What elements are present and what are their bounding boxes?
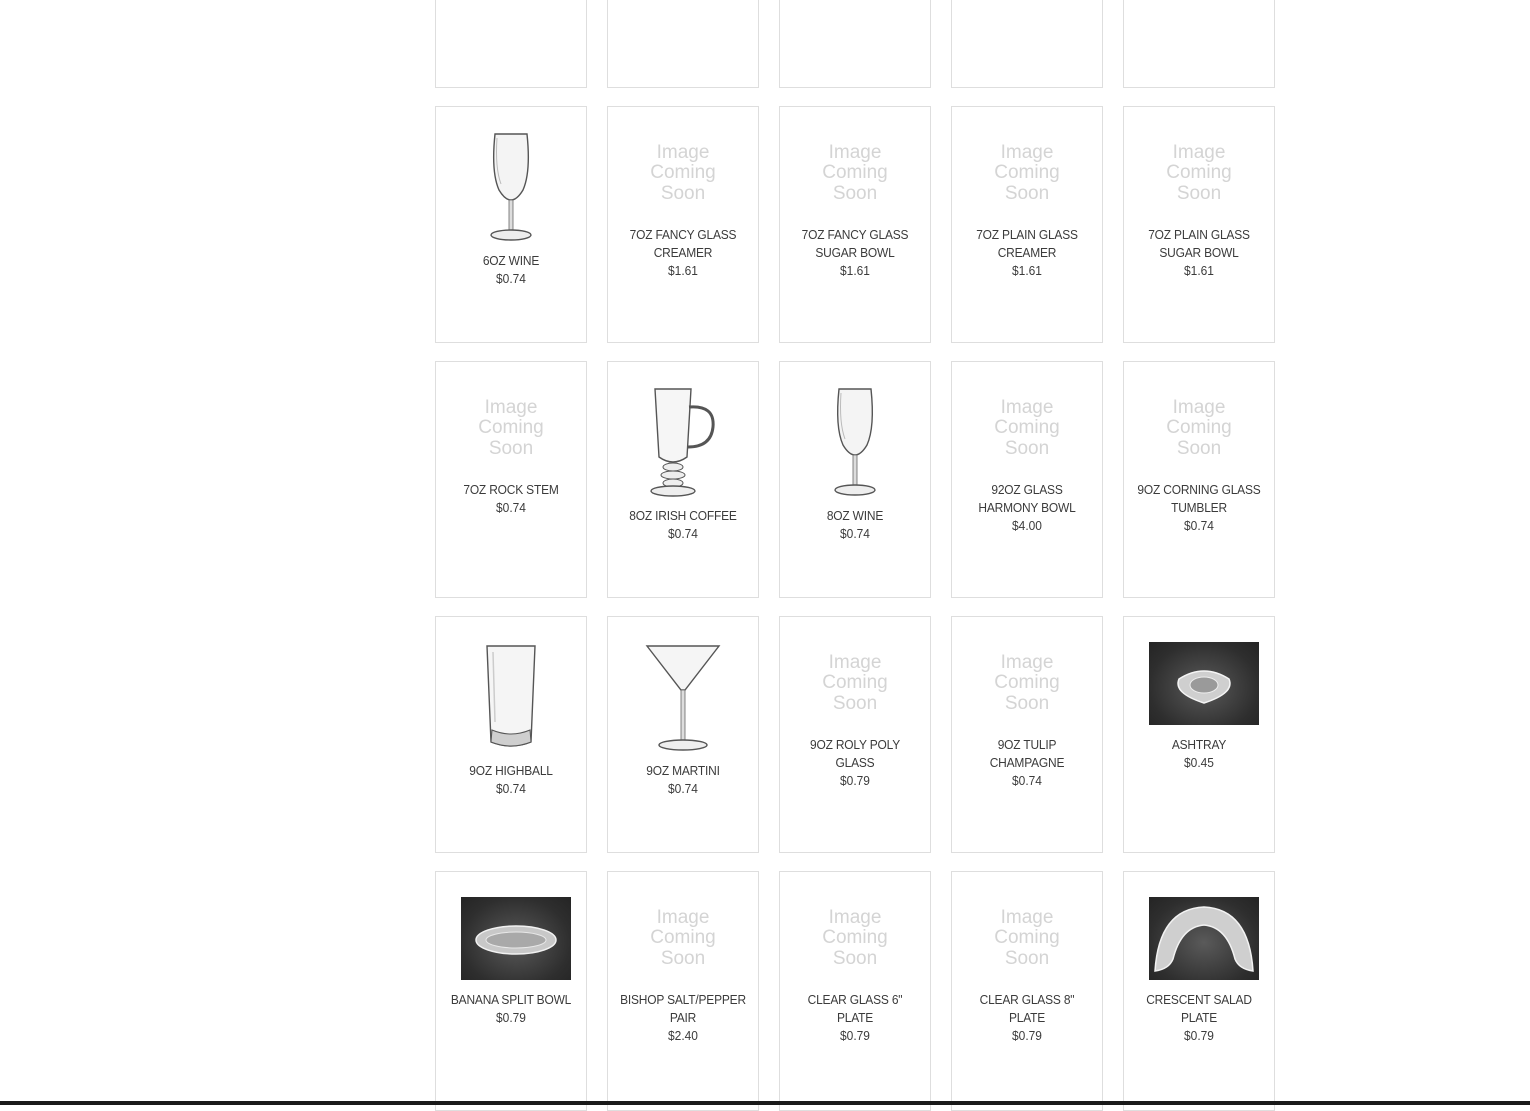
bottom-bar (0, 1101, 1530, 1105)
product-name[interactable]: CLEAR GLASS 8" PLATE (979, 992, 1075, 1025)
placeholder-text: Coming (478, 417, 544, 439)
product-price: $1.61 (1184, 263, 1214, 278)
product-name[interactable]: 9OZ ROLY POLY GLASS (809, 737, 900, 770)
image-placeholder[interactable] (1144, 132, 1254, 215)
placeholder-text: Image (1000, 651, 1054, 673)
placeholder-text: Soon (832, 182, 878, 204)
product-card[interactable] (435, 361, 587, 598)
placeholder-text: Soon (1004, 692, 1050, 714)
placeholder-text: Coming (822, 672, 888, 694)
placeholder-text: Coming (1166, 162, 1232, 184)
product-card[interactable] (951, 106, 1103, 343)
placeholder-text: Image (1172, 396, 1226, 418)
product-name[interactable]: 8OZ IRISH COFFEE (629, 508, 737, 523)
image-placeholder[interactable] (800, 642, 910, 725)
placeholder-text: Coming (650, 927, 716, 949)
product-name[interactable]: 8OZ WINE (826, 508, 884, 523)
ashtray-photo[interactable] (1149, 642, 1259, 725)
product-card[interactable] (607, 361, 759, 598)
product-card[interactable] (607, 616, 759, 853)
irish-coffee-glass-icon[interactable] (628, 387, 738, 497)
placeholder-text: Soon (660, 182, 706, 204)
crescent-plate-photo[interactable] (1149, 897, 1259, 980)
product-price: $0.74 (1012, 773, 1042, 788)
product-name[interactable]: 7OZ FANCY GLASS SUGAR BOWL (801, 227, 909, 260)
placeholder-text: Coming (994, 672, 1060, 694)
placeholder-text: Soon (832, 947, 878, 969)
product-card[interactable] (951, 616, 1103, 853)
placeholder-text: Image (1000, 906, 1054, 928)
product-price: $0.74 (668, 781, 698, 796)
product-price: $0.79 (496, 1010, 526, 1025)
product-card[interactable] (779, 616, 931, 853)
product-price: $0.79 (840, 773, 870, 788)
product-card[interactable] (951, 361, 1103, 598)
product-price: $0.79 (840, 1028, 870, 1043)
placeholder-text: Soon (1004, 182, 1050, 204)
product-card[interactable] (951, 871, 1103, 1111)
banana-split-bowl-photo[interactable] (461, 897, 571, 980)
placeholder-text: Image (656, 906, 710, 928)
placeholder-text: Soon (1004, 947, 1050, 969)
product-price: $1.61 (668, 263, 698, 278)
product-name[interactable]: 9OZ HIGHBALL (469, 763, 553, 778)
product-price: $1.61 (1012, 263, 1042, 278)
placeholder-text: Image (828, 906, 882, 928)
placeholder-text: Soon (1004, 437, 1050, 459)
placeholder-text: Coming (994, 162, 1060, 184)
image-placeholder[interactable] (972, 387, 1082, 470)
product-price: $1.61 (840, 263, 870, 278)
product-card[interactable] (779, 0, 931, 88)
product-card[interactable] (435, 871, 587, 1111)
product-card[interactable] (779, 361, 931, 598)
placeholder-text: Coming (994, 927, 1060, 949)
product-card[interactable] (951, 0, 1103, 88)
product-name[interactable]: 7OZ ROCK STEM (463, 482, 559, 497)
product-price: $0.74 (496, 781, 526, 796)
product-price: $4.00 (1012, 518, 1042, 533)
placeholder-text: Image (1172, 141, 1226, 163)
placeholder-text: Coming (994, 417, 1060, 439)
product-card[interactable] (1123, 106, 1275, 343)
image-placeholder[interactable] (972, 132, 1082, 215)
product-card[interactable] (779, 871, 931, 1111)
placeholder-text: Image (1000, 396, 1054, 418)
product-name[interactable]: 9OZ TULIP CHAMPAGNE (989, 737, 1065, 770)
image-placeholder[interactable] (628, 132, 738, 215)
product-name[interactable]: 92OZ GLASS HARMONY BOWL (978, 482, 1076, 515)
product-card[interactable] (435, 0, 587, 88)
product-card[interactable] (607, 106, 759, 343)
product-price: $2.40 (668, 1028, 698, 1043)
wine-glass-icon[interactable] (800, 387, 910, 497)
placeholder-text: Soon (660, 947, 706, 969)
product-price: $0.74 (496, 500, 526, 515)
product-name[interactable]: 9OZ CORNING GLASS TUMBLER (1137, 482, 1261, 515)
product-name[interactable]: ASHTRAY (1171, 737, 1227, 752)
image-placeholder[interactable] (972, 642, 1082, 725)
product-name[interactable]: 7OZ FANCY GLASS CREAMER (629, 227, 737, 260)
image-placeholder[interactable] (456, 387, 566, 470)
product-name[interactable]: 9OZ MARTINI (646, 763, 720, 778)
placeholder-text: Image (656, 141, 710, 163)
martini-glass-icon[interactable] (628, 642, 738, 752)
product-name[interactable]: BANANA SPLIT BOWL (450, 992, 572, 1007)
product-card[interactable] (435, 616, 587, 853)
placeholder-text: Image (828, 651, 882, 673)
product-name[interactable]: CLEAR GLASS 6" PLATE (807, 992, 903, 1025)
product-card[interactable] (435, 106, 587, 343)
product-name[interactable]: BISHOP SALT/PEPPER PAIR (620, 992, 746, 1025)
image-placeholder[interactable] (628, 897, 738, 980)
image-placeholder[interactable] (972, 897, 1082, 980)
placeholder-text: Soon (488, 437, 534, 459)
wine-glass-icon[interactable] (456, 132, 566, 242)
product-card[interactable] (1123, 361, 1275, 598)
product-card[interactable] (1123, 871, 1275, 1111)
product-name[interactable]: 7OZ PLAIN GLASS CREAMER (976, 227, 1078, 260)
product-name[interactable]: 6OZ WINE (482, 253, 540, 268)
placeholder-text: Coming (1166, 417, 1232, 439)
placeholder-text: Coming (822, 927, 888, 949)
image-placeholder[interactable] (1144, 387, 1254, 470)
product-card[interactable] (1123, 0, 1275, 88)
product-price: $0.79 (1012, 1028, 1042, 1043)
product-name[interactable]: 7OZ PLAIN GLASS SUGAR BOWL (1148, 227, 1250, 260)
highball-glass-icon[interactable] (456, 642, 566, 752)
product-price: $0.74 (840, 526, 870, 541)
product-card[interactable] (607, 0, 759, 88)
placeholder-text: Soon (1176, 182, 1222, 204)
placeholder-text: Soon (832, 692, 878, 714)
product-name[interactable]: CRESCENT SALAD PLATE (1146, 992, 1252, 1025)
product-card[interactable] (779, 106, 931, 343)
product-card[interactable] (607, 871, 759, 1111)
product-price: $0.74 (1184, 518, 1214, 533)
product-price: $0.74 (496, 271, 526, 286)
placeholder-text: Coming (650, 162, 716, 184)
product-price: $0.45 (1184, 755, 1214, 770)
placeholder-text: Image (1000, 141, 1054, 163)
placeholder-text: Coming (822, 162, 888, 184)
placeholder-text: Image (828, 141, 882, 163)
placeholder-text: Soon (1176, 437, 1222, 459)
placeholder-text: Image (484, 396, 538, 418)
image-placeholder[interactable] (800, 132, 910, 215)
product-card[interactable] (1123, 616, 1275, 853)
product-price: $0.74 (668, 526, 698, 541)
image-placeholder[interactable] (800, 897, 910, 980)
product-price: $0.79 (1184, 1028, 1214, 1043)
